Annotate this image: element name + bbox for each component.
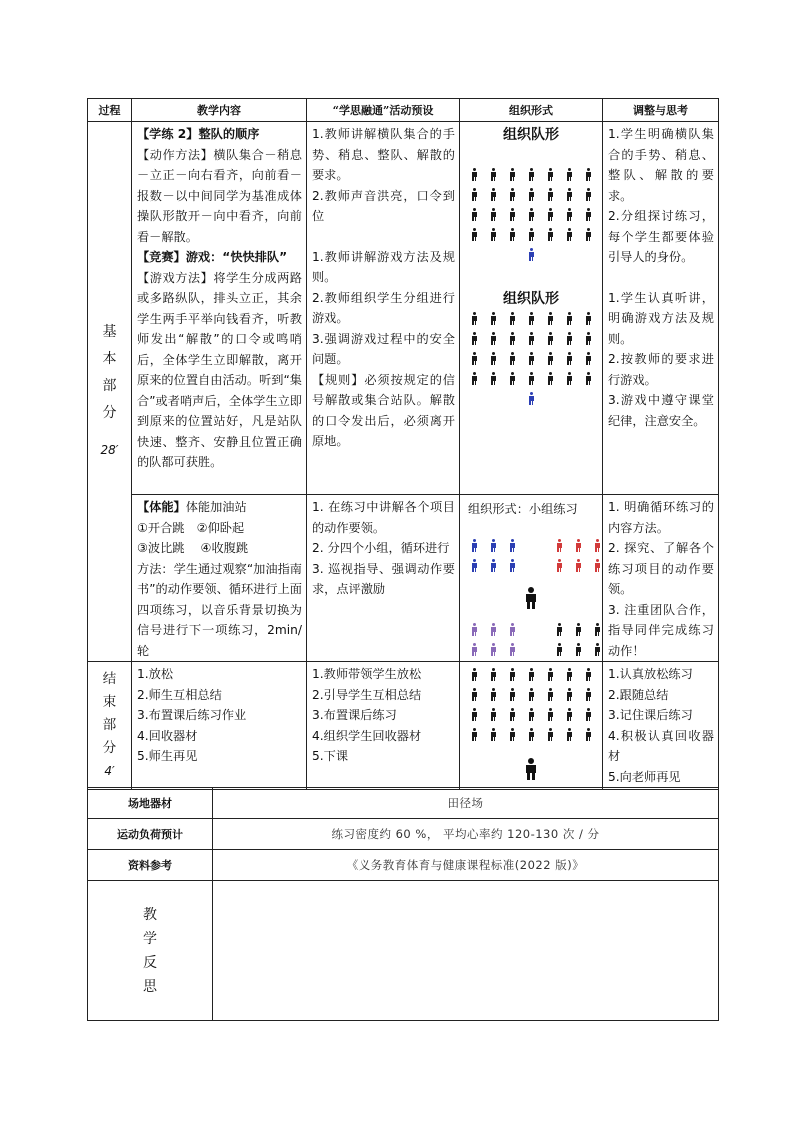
group-blue	[470, 539, 527, 579]
student-icon	[574, 539, 582, 552]
fitness-title: 【体能】	[137, 500, 186, 514]
load-row	[88, 819, 719, 850]
student-icon	[593, 623, 601, 636]
end-content-item: 1.放松	[137, 667, 174, 681]
formation-title: 组织队形	[503, 127, 559, 143]
design-item: 1.教师讲解横队集合的手势、稍息、整队、解散的要求。	[312, 127, 455, 182]
teacher-icon	[525, 758, 537, 780]
student-icon	[555, 643, 563, 656]
basic-minutes: 28′	[100, 443, 119, 457]
student-icon	[546, 668, 554, 681]
student-icon	[489, 352, 497, 365]
end-org	[460, 662, 603, 790]
end-adjust-item: 2.跟随总结	[608, 687, 669, 702]
end-adjust-item: 3.记住课后练习	[608, 708, 693, 722]
reflection-char: 思	[143, 978, 157, 995]
reference-value: 《义务教育体育与健康课程标准(2022 版)》	[213, 850, 719, 881]
end-content-item: 4.回收器材	[137, 728, 198, 743]
lesson-plan-table	[87, 98, 719, 790]
student-icon	[565, 352, 573, 365]
student-icon	[527, 312, 535, 325]
reference-row	[88, 850, 719, 881]
student-icon	[546, 372, 554, 385]
student-icon	[508, 688, 516, 701]
header-content: 教学内容	[132, 99, 307, 122]
adjust-item: 2. 探究、了解各个练习项目的动作要领。	[608, 541, 714, 596]
student-icon	[584, 168, 592, 181]
basic-content-b	[132, 495, 307, 662]
student-icon	[565, 188, 573, 201]
student-icon	[508, 208, 516, 221]
adjust-item: 3. 注重团队合作，指导同伴完成练习动作！	[608, 602, 714, 658]
end-adjust-item: 5.向老师再见	[608, 769, 681, 784]
student-icon	[527, 708, 535, 721]
reflection-char: 学	[143, 930, 157, 947]
student-icon	[555, 559, 563, 572]
reflection-row	[88, 881, 719, 1021]
venue-value: 田径场	[213, 788, 719, 819]
student-icon	[565, 228, 573, 241]
student-icon	[508, 559, 516, 572]
design-item: 2. 分四个小组，循环进行	[312, 541, 450, 555]
student-icon	[565, 728, 573, 741]
adjust-item: 2.按教师的要求进行游戏。	[608, 352, 714, 387]
basic-process-char: 基	[102, 324, 117, 340]
footer-table	[87, 787, 719, 1021]
student-icon	[508, 188, 516, 201]
student-icon	[508, 228, 516, 241]
student-icon	[565, 688, 573, 701]
student-icon	[546, 312, 554, 325]
student-icon	[574, 559, 582, 572]
end-process-char: 部	[102, 717, 117, 733]
header-org: 组织形式	[460, 99, 603, 122]
fitness-method: 方法：学生通过观察“加油指南书”的动作要领、循环进行上面四项练习，以音乐背景切换为信号进行下一项练习，2min/轮	[137, 561, 302, 658]
reflection-char: 教	[143, 906, 157, 923]
end-design-item: 5.下课	[312, 749, 349, 763]
end-design-item: 4.组织学生回收器材	[312, 728, 422, 743]
student-icon	[546, 188, 554, 201]
student-icon	[546, 352, 554, 365]
student-icon	[555, 623, 563, 636]
student-icon	[470, 728, 478, 741]
fitness-title-rest: 体能加油站	[185, 500, 247, 514]
reflection-area[interactable]	[213, 881, 719, 1021]
end-process-cell	[88, 662, 132, 790]
basic-process-char: 部	[102, 378, 117, 394]
end-adjust-item: 4.积极认真回收器材	[608, 728, 714, 763]
student-icon	[546, 688, 554, 701]
header-row	[88, 99, 719, 122]
end-design-item: 1.教师带领学生放松	[312, 667, 422, 681]
game-body: 【游戏方法】将学生分成两路或多路纵队，排头立正，其余学生两手平举向钱看齐，听教师发出“解散”的口令或鸣哨后，全体学生立即解散，离开原来的位置自由活动。听到“集合”或者哨声后，全体学生立即到原来的位置站好，凡是站队快速、整齐、安静且位置正确的队都可获胜。	[137, 270, 302, 469]
design-item: 2.教师声音洪亮，口令到位	[312, 188, 455, 223]
reference-label: 资料参考	[88, 850, 213, 881]
student-icon	[565, 208, 573, 221]
basic-process-char: 分	[102, 405, 117, 421]
student-icon	[489, 208, 497, 221]
student-icon	[508, 728, 516, 741]
student-icon	[470, 228, 478, 241]
student-icon	[527, 728, 535, 741]
student-icon	[593, 643, 601, 656]
game-title: 【竞赛】游戏：“快快排队”	[137, 250, 288, 264]
student-icon	[527, 208, 535, 221]
student-icon	[470, 208, 478, 221]
formation-grid-a	[470, 168, 603, 268]
student-icon	[584, 728, 592, 741]
student-icon	[527, 372, 535, 385]
group-purple	[470, 623, 527, 663]
student-icon	[489, 668, 497, 681]
student-icon	[489, 228, 497, 241]
student-icon	[546, 228, 554, 241]
student-icon	[527, 332, 535, 345]
student-icon	[508, 168, 516, 181]
student-icon	[508, 332, 516, 345]
student-icon	[584, 708, 592, 721]
student-icon	[584, 312, 592, 325]
student-icon	[527, 248, 535, 261]
end-content-item: 5.师生再见	[137, 749, 198, 763]
end-content-item: 2.师生互相总结	[137, 687, 222, 702]
basic-content-a	[132, 122, 307, 495]
end-process-char: 结	[102, 671, 117, 687]
student-icon	[470, 539, 478, 552]
end-adjust	[603, 662, 719, 790]
student-icon	[565, 312, 573, 325]
student-icon	[470, 643, 478, 656]
student-icon	[584, 668, 592, 681]
student-icon	[508, 539, 516, 552]
fitness-line: ③波比跳 ④收腹跳	[137, 541, 249, 555]
student-icon	[489, 188, 497, 201]
student-icon	[470, 372, 478, 385]
group-black	[555, 623, 612, 663]
basic-process-cell	[88, 122, 132, 662]
student-icon	[470, 332, 478, 345]
student-icon	[546, 168, 554, 181]
student-icon	[470, 668, 478, 681]
group-red	[555, 539, 612, 579]
end-design-item: 3.布置课后练习	[312, 708, 397, 722]
end-process-char: 束	[102, 694, 117, 710]
student-icon	[584, 188, 592, 201]
basic-adjust-b	[603, 495, 719, 662]
adjust-item: 1.学生明确横队集合的手势、稍息、整队、解散的要求。	[608, 127, 714, 203]
load-value: 练习密度约 60 %， 平均心率约 120-130 次 / 分	[213, 819, 719, 850]
student-icon	[489, 168, 497, 181]
basic-adjust-a	[603, 122, 719, 495]
student-icon	[527, 188, 535, 201]
student-icon	[508, 668, 516, 681]
adjust-item: 1.学生认真听讲，明确游戏方法及规则。	[608, 290, 714, 346]
header-design: “学思融通”活动预设	[307, 99, 460, 122]
venue-label: 场地器材	[88, 788, 213, 819]
student-icon	[489, 539, 497, 552]
student-icon	[565, 372, 573, 385]
student-icon	[508, 372, 516, 385]
end-design	[307, 662, 460, 790]
student-icon	[470, 623, 478, 636]
student-icon	[546, 708, 554, 721]
student-icon	[508, 312, 516, 325]
student-icon	[470, 559, 478, 572]
student-icon	[584, 208, 592, 221]
header-adjust: 调整与思考	[603, 99, 719, 122]
student-icon	[489, 372, 497, 385]
end-minutes: 4′	[104, 764, 115, 778]
student-icon	[546, 332, 554, 345]
design-item: 3. 巡视指导、强调动作要求，点评激励	[312, 561, 455, 596]
student-icon	[565, 668, 573, 681]
student-icon	[489, 312, 497, 325]
student-icon	[527, 168, 535, 181]
basic-row-a	[88, 122, 719, 495]
drill-body: 【动作方法】横队集合－稍息－立正－向右看齐，向前看－报数－以中间同学为基准成体操队形散开－向中看齐，向前看－解散。	[137, 147, 302, 244]
student-icon	[489, 688, 497, 701]
student-icon	[565, 168, 573, 181]
org-form-text: 组织形式：小组练习	[468, 502, 578, 516]
end-adjust-item: 1.认真放松练习	[608, 667, 693, 681]
student-icon	[593, 559, 601, 572]
student-icon	[584, 352, 592, 365]
adjust-item: 1. 明确循环练习的内容方法。	[608, 500, 714, 535]
student-icon	[527, 228, 535, 241]
student-icon	[470, 352, 478, 365]
student-icon	[508, 352, 516, 365]
student-icon	[584, 332, 592, 345]
basic-row-b	[88, 495, 719, 662]
end-design-item: 2.引导学生互相总结	[312, 687, 422, 702]
student-icon	[574, 643, 582, 656]
formation-grid-end	[470, 668, 603, 748]
student-icon	[508, 623, 516, 636]
student-icon	[527, 352, 535, 365]
student-icon	[555, 539, 563, 552]
header-process: 过程	[88, 99, 132, 122]
load-label: 运动负荷预计	[88, 819, 213, 850]
student-icon	[508, 708, 516, 721]
student-icon	[489, 559, 497, 572]
student-icon	[574, 623, 582, 636]
end-content-item: 3.布置课后练习作业	[137, 708, 247, 722]
basic-org-a	[460, 122, 603, 495]
student-icon	[565, 708, 573, 721]
student-icon	[470, 168, 478, 181]
student-icon	[489, 708, 497, 721]
student-icon	[546, 208, 554, 221]
adjust-item: 2.分组探讨练习，每个学生都要体验引导人的身份。	[608, 209, 714, 264]
student-icon	[584, 372, 592, 385]
end-content	[132, 662, 307, 790]
venue-row	[88, 788, 719, 819]
reflection-label	[88, 881, 213, 1021]
student-icon	[489, 728, 497, 741]
student-icon	[470, 688, 478, 701]
student-icon	[527, 392, 535, 405]
drill-title: 【学练 2】整队的顺序	[137, 127, 260, 141]
basic-org-b	[460, 495, 603, 662]
adjust-item: 3.游戏中遵守课堂纪律，注意安全。	[608, 393, 714, 428]
teacher-icon	[525, 587, 537, 609]
end-process-char: 分	[102, 740, 117, 756]
basic-design-b	[307, 495, 460, 662]
student-icon	[593, 539, 601, 552]
student-icon	[489, 623, 497, 636]
student-icon	[527, 688, 535, 701]
design-rule: 【规则】必须按规定的信号解散或集合站队。解散的口令发出后，必须离开原地。	[312, 372, 455, 448]
end-row	[88, 662, 719, 790]
student-icon	[489, 643, 497, 656]
fitness-line: ①开合跳 ②仰卧起	[137, 520, 245, 535]
student-icon	[470, 188, 478, 201]
design-item: 2.教师组织学生分组进行游戏。	[312, 290, 455, 325]
design-item: 1. 在练习中讲解各个项目的动作要领。	[312, 500, 455, 535]
student-icon	[546, 728, 554, 741]
design-item: 1.教师讲解游戏方法及规则。	[312, 249, 455, 284]
design-item: 3.强调游戏过程中的安全问题。	[312, 331, 455, 366]
basic-design-a	[307, 122, 460, 495]
formation-grid-b	[470, 312, 603, 412]
formation-title: 组织队形	[503, 291, 559, 307]
reflection-char: 反	[143, 954, 157, 971]
student-icon	[508, 643, 516, 656]
student-icon	[584, 688, 592, 701]
basic-process-char: 本	[102, 351, 117, 367]
student-icon	[489, 332, 497, 345]
student-icon	[470, 708, 478, 721]
student-icon	[470, 312, 478, 325]
student-icon	[584, 228, 592, 241]
student-icon	[527, 668, 535, 681]
student-icon	[565, 332, 573, 345]
